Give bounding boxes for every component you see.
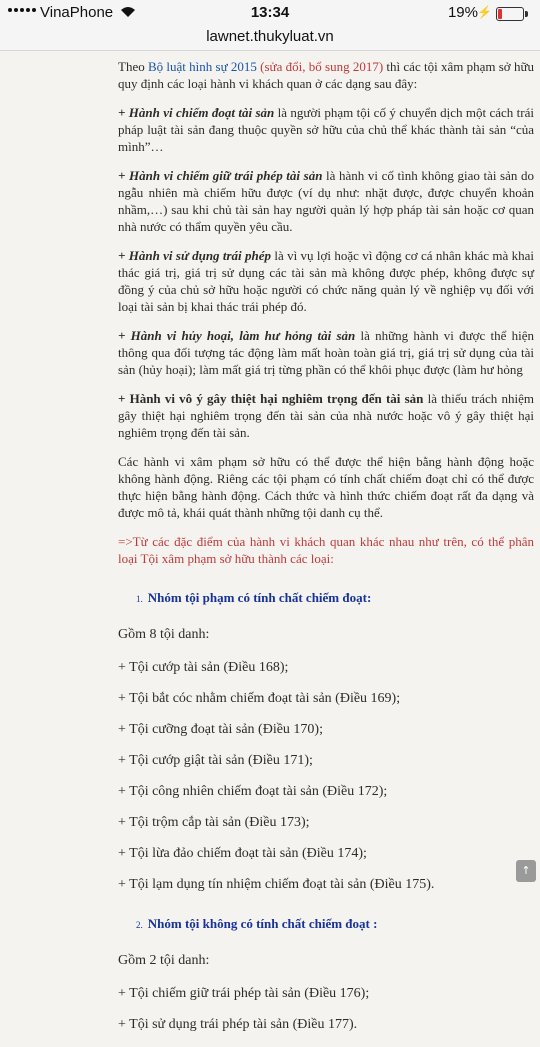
act-title: + Hành vi sử dụng trái phép: [118, 248, 272, 263]
crime-item: + Tội cưỡng đoạt tài sản (Điều 170);: [118, 722, 323, 737]
crime-item: + Tội lạm dụng tín nhiệm chiếm đoạt tài sản (Điều 175).: [118, 877, 435, 892]
charging-icon: ⚡: [477, 5, 492, 19]
act-text: là người phạm tội cố ý chuyển dịch một cách trái pháp luật tài sản đang thuộc quyền sở hữu của chủ thể khác thành tài sản “của mình”…: [118, 105, 534, 154]
act-title: + Hành vi hủy hoại, làm hư hỏng tài sản: [118, 328, 356, 343]
act-text: là những hành vi được thể hiện thông qua đối tượng tác động làm mất hoàn toàn giá trị, giá trị sử dụng của tài sản (hủy hoại); làm mất giá trị từng phần có thể khôi phục được (làm hư hỏng: [118, 328, 535, 377]
group-heading: [136, 589, 534, 608]
act-text: là thiếu trách nhiệm gây thiệt hại nghiêm trọng đến tài sản của nhà nước hoặc vô ý gây thiệt hại nghiêm trọng đến tài sản.: [118, 391, 534, 440]
status-bar: [0, 0, 540, 26]
act-text: là vì vụ lợi hoặc vì động cơ cá nhân khác mà khai thác giá trị, giá trị sử dụng các tài sản mà không được phép, không được sự đồng ý của chủ sở hữu hoặc người có chức năng quản lý về nghiệp vụ đối với loại tài sản bị khai thác trái phép đó.: [118, 248, 534, 314]
group-title: Nhóm tội phạm có tính chất chiếm đoạt: [147, 590, 367, 605]
article-content: [118, 58, 534, 1047]
act-paragraph: [118, 327, 534, 378]
act-title: + Hành vi vô ý gây thiệt hại nghiêm trọng đến tài sản: [118, 391, 424, 406]
group-number: 1.: [136, 594, 143, 604]
forms-paragraph: Các hành vi xâm phạm sở hữu có thể được thể hiện bằng hành động hoặc không hành động. Riêng các tội phạm có tính chất chiếm đoạt chỉ có thể được thực hiện bằng hành động. Cách thức và hình thức chiếm đoạt rất đa dạng và được mô tả, khái quát thành những tội danh cụ thể.: [118, 454, 534, 520]
conclusion-paragraph: =>Từ các đặc điểm của hành vi khách quan khác nhau như trên, có thể phân loại Tội xâm phạm sở hữu thành các loại:: [118, 534, 534, 566]
act-text: là hành vi cố tình không giao tài sản do ngẫu nhiên mà chiếm hữu được (ví dụ như: nhặt được, được chuyển khoản nhầm,…) sau khi chủ tài sản hay người quản lý hợp pháp tài sản hoặc cơ quan nhà nước có thẩm quyền yêu cầu.: [118, 168, 534, 234]
clock: 13:34: [250, 4, 290, 21]
act-paragraph: [118, 247, 534, 315]
group-colon: :: [366, 590, 372, 605]
act-title: + Hành vi chiếm đoạt tài sản: [118, 105, 275, 120]
law-link[interactable]: Bộ luật hình sự 2015: [147, 59, 257, 74]
act-paragraph: [118, 167, 534, 235]
intro-text: Theo: [118, 59, 148, 74]
crime-count: Gồm 8 tội danh:: [118, 627, 210, 642]
group-heading: [136, 915, 534, 934]
act-paragraph: [118, 390, 534, 441]
crime-item: + Tội cướp giật tài sản (Điều 171);: [118, 753, 313, 768]
battery-icon: [496, 7, 524, 21]
crime-item: + Tội trộm cắp tài sản (Điều 173);: [118, 815, 310, 830]
act-paragraph: [118, 104, 534, 155]
scroll-top-button[interactable]: [516, 860, 536, 882]
amendment-note: (sửa đổi, bổ sung 2017): [256, 59, 384, 74]
group-title: Nhóm tội không có tính chất chiếm đoạt: [147, 916, 370, 931]
crime-item: + Tội cướp tài sản (Điều 168);: [118, 660, 289, 675]
battery-percent: 19%: [447, 4, 478, 21]
intro-text-end: thì các tội xâm phạm sở hữu quy định các loại hành vi khách quan ở các dạng sau đây:: [118, 59, 534, 91]
intro-paragraph: [118, 58, 534, 92]
crime-item: + Tội chiếm giữ trái phép tài sản (Điều 176);: [118, 986, 370, 1001]
arrow-up-icon: ↑: [521, 864, 531, 877]
url-text[interactable]: lawnet.thukyluat.vn: [206, 28, 334, 45]
group-colon: :: [369, 916, 378, 931]
crime-count: Gồm 2 tội danh:: [118, 953, 210, 968]
carrier-name: VinaPhone: [40, 4, 114, 21]
act-title: + Hành vi chiếm giữ trái phép tài sản: [118, 168, 323, 183]
crime-item: + Tội lừa đảo chiếm đoạt tài sản (Điều 174);: [118, 846, 367, 861]
crime-item: + Tội công nhiên chiếm đoạt tài sản (Điều 172);: [118, 784, 388, 799]
group-number: 2.: [136, 920, 143, 930]
address-bar[interactable]: [0, 26, 540, 51]
crime-item: + Tội sử dụng trái phép tài sản (Điều 177).: [118, 1017, 358, 1032]
crime-item: + Tội bắt cóc nhằm chiếm đoạt tài sản (Điều 169);: [118, 691, 401, 706]
battery-level: [498, 9, 502, 19]
